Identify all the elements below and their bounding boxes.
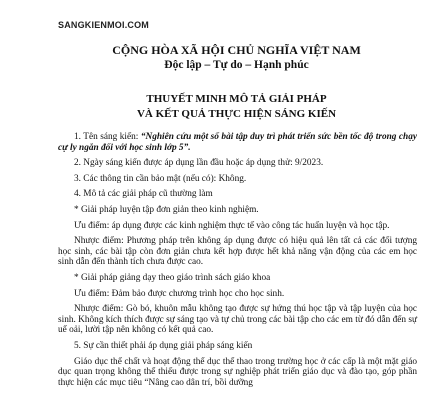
initiative-name-label: 1. Tên sáng kiến: <box>74 132 141 142</box>
solution-2-advantage: Ưu điểm: Đảm bảo được chương trình học cho học sinh. <box>74 288 285 299</box>
solution-2-disadvantage: Nhược điểm: Gò bó, khuôn mẫu không tạo được sự hứng thú học tập và tập luyện của học sinh. Không kích thích được sự sáng tạo và tự chủ trong các bài tập cho các em từ đó dẫn đến sự uể oải, lười tập nên không có kết quả cao. <box>58 304 417 336</box>
solution-1-heading: * Giải pháp luyện tập đơn giản theo kinh nghiệm. <box>74 204 259 215</box>
document-title-line-1: THUYẾT MINH MÔ TẢ GIẢI PHÁP <box>146 93 327 105</box>
initiative-name-paragraph <box>58 132 417 153</box>
solution-2-heading: * Giải pháp giảng dạy theo giáo trình sách giáo khoa <box>74 272 271 283</box>
initiative-name-title: “Nghiên cứu một số bài tập duy trì phát triển sức bền tốc độ trong chạy cự ly ngắn đối với học sinh lớp 5”. <box>58 132 418 153</box>
solution-1-disadvantage: Nhược điểm: Phương pháp trên không áp dụng được có hiệu quả lên tất cả các đối tượng học sinh, các bài tập còn đơn giản chưa kết hợp được hết khả năng vận động của các em học sinh dẫn đến thành tích chưa được cao. <box>58 236 417 268</box>
motto-heading: Độc lập – Tự do – Hạnh phúc <box>164 59 309 71</box>
republic-heading: CỘNG HÒA XÃ HỘI CHỦ NGHĨA VIỆT NAM <box>112 43 361 57</box>
solution-1-advantage: Ưu điểm: áp dụng được các kinh nghiệm thực tế vào công tác huấn luyện và học tập. <box>74 220 390 231</box>
confidential-info: 3. Các thông tin cần bảo mật (nếu có): Không. <box>74 173 247 184</box>
site-watermark: SANGKIENMOI.COM <box>58 20 150 30</box>
document-body <box>58 132 417 393</box>
section-4-heading: 4. Mô tả các giải pháp cũ thường làm <box>74 189 213 200</box>
section-5-heading: 5. Sự cần thiết phải áp dụng giải pháp sáng kiến <box>74 340 253 351</box>
document-title-line-2: VÀ KẾT QUẢ THỰC HIỆN SÁNG KIẾN <box>136 108 337 120</box>
first-applied-date: 2. Ngày sáng kiến được áp dụng lần đầu hoặc áp dụng thử: 9/2023. <box>74 158 324 169</box>
section-5-paragraph: Giáo dục thể chất và hoạt động thể dục thể thao trong trường học ở các cấp là một mặt giáo dục quan trọng không thể thiếu được trong sự nghiệp phát triển giáo dục và đào tạo, góp phần thực hiện các mục tiêu “Nâng cao dân trí, bồi dưỡng <box>58 356 417 388</box>
